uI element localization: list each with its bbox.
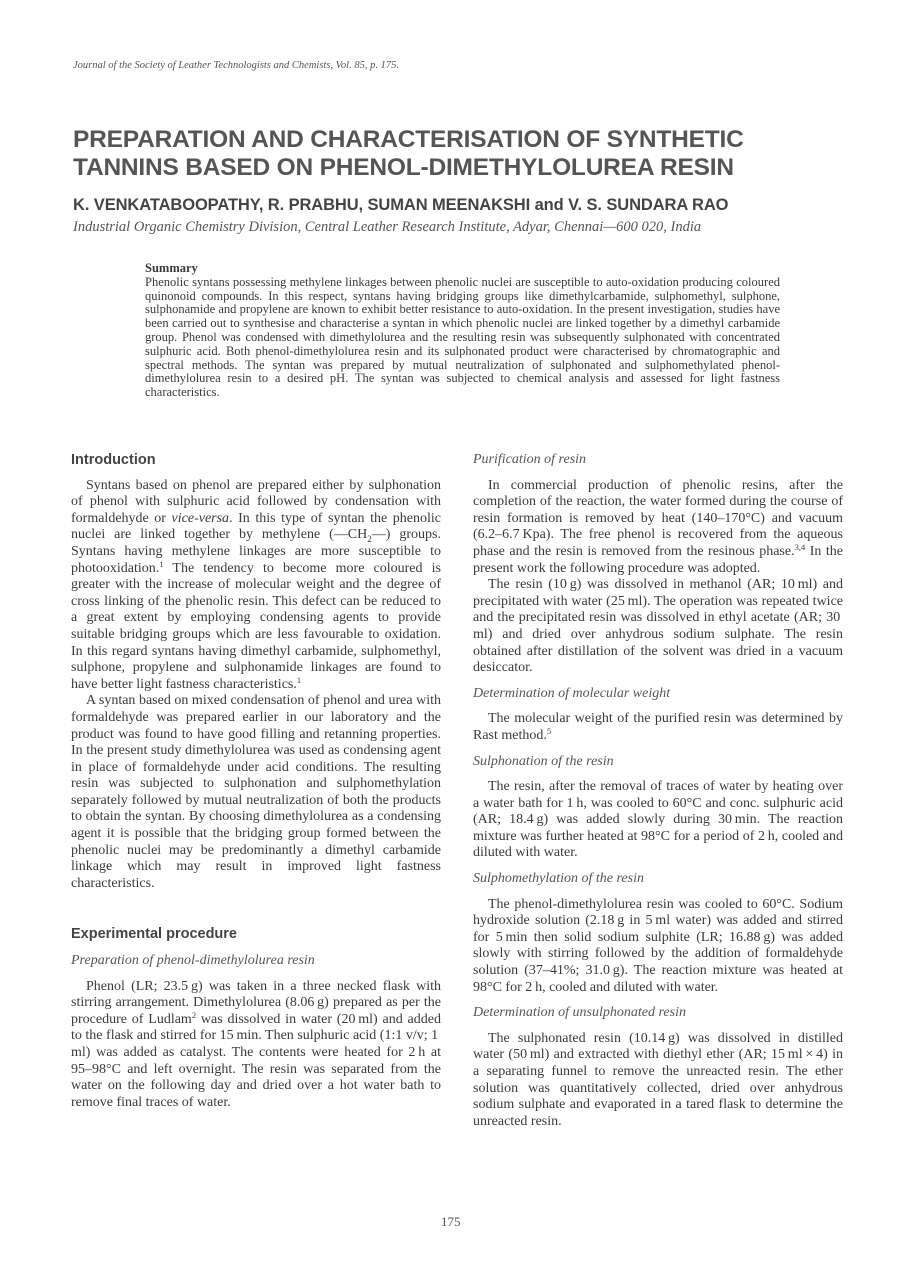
sulphonation-paragraph: The resin, after the removal of traces of water by heating over a water bath for 1 h, was cooled to 60°C and conc. sulphuric acid (AR; 18.4 g) was added slowly during 30 min. The reaction mixture was further heated at 98°C for a period of 2 h, cooled and diluted with water. bbox=[473, 779, 843, 861]
right-column bbox=[473, 452, 843, 1130]
summary-heading: Summary bbox=[145, 261, 198, 275]
affiliation: Industrial Organic Chemistry Division, Central Leather Research Institute, Adyar, Chennai—600 020, India bbox=[73, 219, 702, 235]
latin-term: vice-versa bbox=[171, 510, 230, 526]
title-line-2: TANNINS BASED ON PHENOL-DIMETHYLOLUREA RESIN bbox=[73, 154, 734, 181]
preparation-subheading: Preparation of phenol-dimethylolurea resin bbox=[71, 953, 315, 969]
summary-section bbox=[145, 262, 780, 400]
molecular-weight-subheading: Determination of molecular weight bbox=[473, 685, 671, 701]
unsulphonated-subheading: Determination of unsulphonated resin bbox=[473, 1005, 686, 1021]
citation-ref: 3,4 bbox=[794, 541, 806, 552]
running-head: Journal of the Society of Leather Technologists and Chemists, Vol. 85, p. 175. bbox=[73, 60, 399, 71]
title-line-1: PREPARATION AND CHARACTERISATION OF SYNTHETIC bbox=[73, 126, 744, 153]
summary-text: Phenolic syntans possessing methylene linkages between phenolic nuclei are susceptible to auto-oxidation producing coloured quinonoid compounds. In this respect, syntans having bridging groups like dimethylcarbamide, sulphomethyl, sulphone, sulphonamide and propylene are known to exhibit better resistance to auto-oxidation. In the present investigation, studies have been carried out to synthesise and characterise a syntan in which phenolic nuclei are linked together by a dimethyl carbamide group. Phenol was condensed with dimethylolurea and the resulting resin was subsequently sulphonated with concentrated sulphuric acid. Both phenol-dimethylolurea resin and its sulphonated product were characterised by chromatographic and spectral methods. The syntan was prepared by mutual neutralization of sulphonated and sulphomethylated phenol-dimethylolurea resin to a desired pH. The syntan was subjected to chemical analysis and assessed for light fastness characteristics. bbox=[145, 274, 780, 400]
purification-paragraph-2: The resin (10 g) was dissolved in methanol (AR; 10 ml) and precipitated with water (25 ml). The operation was repeated twice and the precipitated resin was dissolved in ethyl acetate (AR; 30 ml) and dried over anhydrous sodium sulphate. The resin obtained after distillation of the solvent was dried in a vacuum desiccator. bbox=[473, 577, 843, 676]
introduction-heading: Introduction bbox=[71, 452, 156, 468]
experimental-heading: Experimental procedure bbox=[71, 926, 237, 943]
purification-subheading: Purification of resin bbox=[473, 452, 587, 467]
purification-paragraph-1: In commercial production of phenolic resins, after the completion of the reaction, the water formed during the course of resin formation is removed by heat (140–170°C) and vacuum (6.2–6.7 Kpa). The free phenol is recovered from the aqueous phase and the resin is removed from the resinous phase.$^{3,4}$ In the present work the following procedure was adopted. bbox=[473, 477, 843, 576]
unsulphonated-paragraph: The sulphonated resin (10.14 g) was dissolved in distilled water (50 ml) and extracted with diethyl ether (AR; 15 ml × 4) in a separating funnel to remove the unreacted resin. The ether solution was quantitatively collected, dried over anhydrous sodium sulphate and evaporated in a tared flask to determine the unreacted resin. bbox=[473, 1030, 843, 1129]
page-number: 175 bbox=[441, 1214, 461, 1229]
citation-ref: 1 bbox=[159, 558, 164, 569]
introduction-paragraph-2: A syntan based on mixed condensation of phenol and urea with formaldehyde was prepared earlier in our laboratory and the product was found to have good filling and retanning properties. In the present study dimethylolurea was used as condensing agent in place of formaldehyde under acid conditions. The resulting resin was subjected to sulphonation and sulphomethylation separately followed by mutual neutralization of both the products to obtain the syntan. By choosing dimethylolurea as a condensing agent it is possible that the bridging group formed between the phenolic nuclei may be predominantly a dimethyl carbamide linkage which may result in improved light fastness characteristics. bbox=[71, 693, 441, 891]
sulphomethylation-subheading: Sulphomethylation of the resin bbox=[473, 871, 644, 887]
sulphonation-subheading: Sulphonation of the resin bbox=[473, 753, 614, 769]
article-title bbox=[73, 126, 853, 182]
citation-ref: 5 bbox=[546, 725, 552, 736]
preparation-paragraph: Phenol (LR; 23.5 g) was taken in a three necked flask with stirring arrangement. Dimethylolurea (8.06 g) prepared as per the procedure of Ludlam$^2$ was dissolved in water (20 ml) and added to the flask and stirred for 15 min. Then sulphuric acid (1:1 v/v; 1 ml) was added as catalyst. The contents were heated for 2 h at 95–98°C and left overnight. The resin was separated from the water on the following day and dried over a hot water bath to remove final traces of water. bbox=[71, 978, 441, 1110]
left-column bbox=[71, 452, 441, 1111]
citation-ref: 1 bbox=[296, 674, 302, 685]
molecular-weight-paragraph: The molecular weight of the purified resin was determined by Rast method.$^5$ bbox=[473, 711, 843, 743]
authors: K. VENKATABOOPATHY, R. PRABHU, SUMAN MEENAKSHI and V. S. SUNDARA RAO bbox=[73, 196, 729, 214]
sulphomethylation-paragraph: The phenol-dimethylolurea resin was cooled to 60°C. Sodium hydroxide solution (2.18 g in 5 ml water) was added and stirred for 5 min then solid sodium sulphite (LR; 16.88 g) was added slowly with stirring followed by the addition of formaldehyde solution (37–41%; 31.0 g). The reaction mixture was heated at 98°C for 2 h, cooled and diluted with water. bbox=[473, 896, 843, 995]
citation-ref: 2 bbox=[191, 1009, 197, 1020]
introduction-paragraph-1: Syntans based on phenol are prepared either by sulphonation of phenol with sulphuric acid followed by condensation with formaldehyde or vice-versa. In this type of syntan the phenolic nuclei are linked together by methylene $(—CH_2—)$ groups. Syntans having methylene linkages are more susceptible to photooxidation.$^1$ The tendency to become more coloured is greater with the increase of molecular weight and the degree of cross linking of the phenolic resin. This defect can be reduced to a great extent by employing condensing agents to provide suitable bridging groups which are less favourable to oxidation. In this regard syntans having dimethyl carbamide, sulphomethyl, sulphone, propylene and sulphonamide linkages are found to have better light fastness characteristics.$^1$ bbox=[71, 477, 441, 692]
